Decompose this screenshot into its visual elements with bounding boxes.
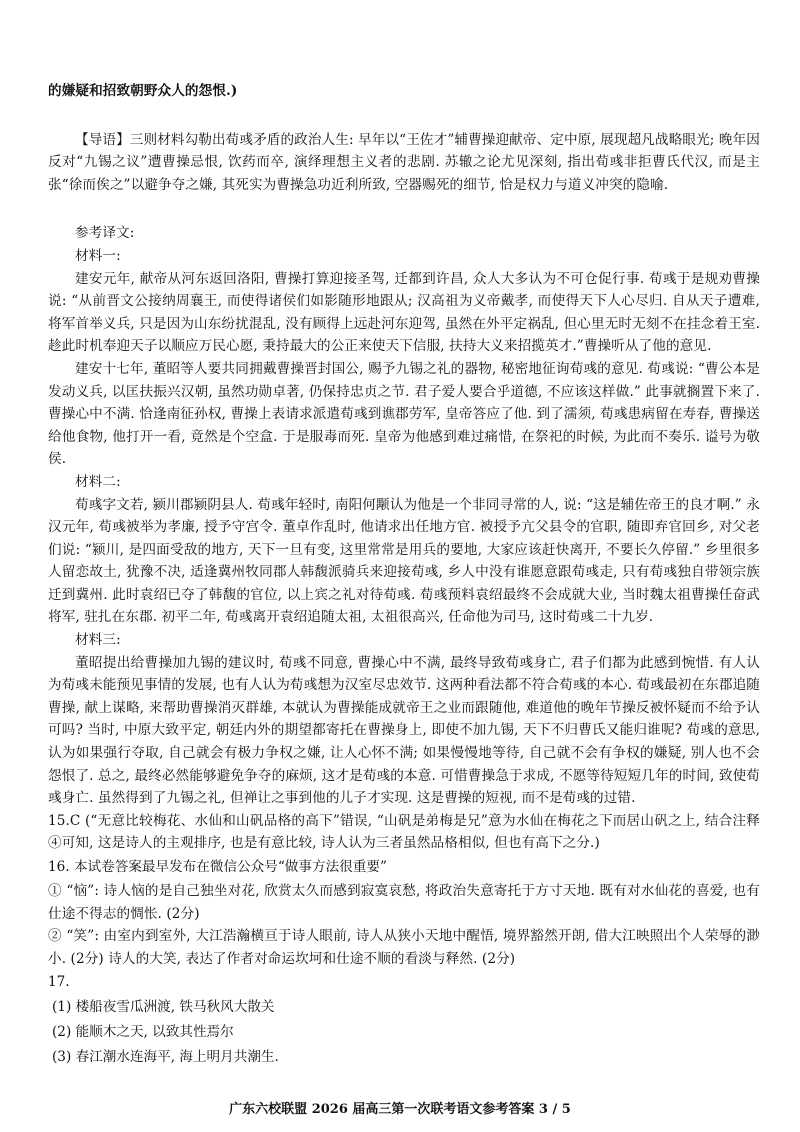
- question-17-heading: 17.: [48, 974, 70, 991]
- material-1-paragraph-2: 建安十七年, 董昭等人要共同拥戴曹操晋封国公, 赐予九锡之礼的器物, 秘密地征询荀彧的意见. 荀彧说: “曹公本是发动义兵, 以匡扶振兴汉朝, 虽然功勋卓著, 仍保持忠贞之节. 君子爱人要合乎道德, 不应该这样做.” 此事就搁置下来了. 曹操心中不满. 恰逢南征孙权, 曹操上表请求派遣荀彧到谯郡劳军, 皇帝答应了他. 到了濡须, 荀彧患病留在寿春, 曹操送给他食物, 他打开一看, 竟然是个空盒. 于是服毒而死. 皇帝为他感到难过痛惜, 在祭祀的时候, 为此而不奏乐. 谥号为敬侯.: [48, 360, 760, 468]
- question-16-answer-a: ① “恼”: 诗人恼的是自己独坐对花, 欣赏太久而感到寂寞哀愁, 将政治失意寄托于方寸天地. 既有对水仙花的喜爱, 也有仕途不得志的惆怅. (2分): [48, 883, 760, 922]
- question-16-answer-b: ② “笑”: 由室内到室外, 大江浩瀚横亘于诗人眼前, 诗人从狭小天地中醒悟, 境界豁然开朗, 借大江映照出个人荣辱的渺小. (2分) 诗人的大笑, 表达了作者对命运坎坷和仕途不顺的看淡与释然. (2分): [48, 928, 760, 967]
- answer-page: [48, 80, 760, 1070]
- question-17-item-1: (1) 楼船夜雪瓜洲渡, 铁马秋风大散关: [52, 999, 275, 1016]
- material-3-paragraph: 董昭提出给曹操加九锡的建议时, 荀彧不同意, 曹操心中不满, 最终导致荀彧身亡, 君子们都为此感到惋惜. 有人认为荀彧未能预见事情的发展, 也有人认为荀彧想为汉室尽忠效节. 这两种看法都不符合荀彧的本心. 荀彧最初在东郡追随曹操, 献上谋略, 来帮助曹操消灭群雄, 本就认为曹操能成就帝王之业而跟随他, 难道他的晚年节操反被怀疑而不给予认可吗? 当时, 中原大致平定, 朝廷内外的期望都寄托在曹操身上, 即使不加九锡, 天下不归曹氏又能归谁呢? 荀彧的意思, 认为如果强行夺取, 自己就会有极力争权之嫌, 让人心怀不满; 如果慢慢地等待, 自己就不会有争权的嫌疑, 别人也不会怨恨了. 总之, 最终必然能够避免争夺的麻烦, 这才是荀彧的本意. 可惜曹操急于求成, 不愿等待短短几年的时间, 致使荀彧身亡. 虽然得到了九锡之礼, 但禅让之事到他的儿子才实现. 这是曹操的短视, 而不是荀彧的过错.: [48, 654, 760, 807]
- material-3-label: 材料三:: [75, 632, 121, 649]
- material-1-label: 材料一:: [75, 247, 121, 264]
- translation-heading: 参考译文:: [75, 225, 135, 242]
- page-footer: 广东六校联盟 2026 届高三第一次联考语文参考答案 3 / 5: [229, 1102, 571, 1117]
- material-2-paragraph: 荀彧字文若, 颍川郡颍阴县人. 荀彧年轻时, 南阳何颙认为他是一个非同寻常的人, 说: “这是辅佐帝王的良才啊.” 永汉元年, 荀彧被举为孝廉, 授予守宫令. 董卓作乱时, 他请求出任地方官. 被授予亢父县令的官职, 随即弃官回乡, 对父老们说: “颍川, 是四面受敌的地方, 天下一旦有变, 这里常常是用兵的要地, 大家应该赶快离开, 不要长久停留.” 乡里很多人留恋故土, 犹豫不决, 适逢冀州牧同郡人韩馥派骑兵来迎接荀彧, 乡人中没有谁愿意跟荀彧走, 只有荀彧独自带领宗族迁到冀州. 此时袁绍已夺了韩馥的官位, 以上宾之礼对待荀彧. 荀彧预料袁绍最终不会成就大业, 当时魏太祖曹操任奋武将军, 驻扎在东郡. 初平二年, 荀彧离开袁绍追随太祖, 太祖很高兴, 任命他为司马, 这时荀彧二十九岁.: [48, 496, 760, 626]
- guide-paragraph: 【导语】三则材料勾勒出荀彧矛盾的政治人生: 早年以“王佐才”辅曹操迎献帝、定中原, 展现超凡战略眼光; 晚年因反对“九锡之议”遭曹操忌恨, 饮药而卒, 演绎理想主义者的悲剧. 苏辙之论尤见深刻, 指出荀彧非拒曹氏代汉, 而是主张“徐而俟之”以避争夺之嫌, 其死实为曹操急功近利所致, 空器赐死的细节, 恰是权力与道义冲突的隐喻.: [48, 131, 760, 193]
- question-15-answer: 15.C (“无意比较梅花、水仙和山矾品格的高下”错误, “山矾是弟梅是兄”意为水仙在梅花之下而居山矾之上, 结合注释④可知, 这是诗人的主观排序, 也是有意比较, 诗人认为三者虽然品格相似, 但也有高下之分.): [48, 812, 760, 852]
- question-17-item-3: (3) 春江潮水连海平, 海上明月共潮生.: [52, 1049, 279, 1066]
- question-16-heading: 16. 本试卷答案最早发布在微信公众号“做事方法很重要”: [48, 859, 387, 875]
- material-1-paragraph-1: 建安元年, 献帝从河东返回洛阳, 曹操打算迎接圣驾, 迁都到许昌, 众人大多认为不可仓促行事. 荀彧于是规劝曹操说: “从前晋文公接纳周襄王, 而使得诸侯们如影随形地跟从; 汉高祖为义帝戴孝, 而使得天下人心尽归. 自从天子遭难, 将军首举义兵, 只是因为山东纷扰混乱, 没有顾得上远赴河东迎驾, 虽然在外平定祸乱, 但心里无时无刻不在挂念着王室. 趁此时机奉迎天子以顺应万民心愿, 秉持最大的公正来使天下信服, 扶持大义来招揽英才.”曹操听从了他的意见.: [48, 270, 760, 355]
- material-2-label: 材料二:: [75, 473, 121, 490]
- previous-paragraph-end: 的嫌疑和招致朝野众人的怨恨.): [48, 83, 238, 99]
- question-17-item-2: (2) 能顺木之天, 以致其性焉尔: [52, 1024, 234, 1041]
